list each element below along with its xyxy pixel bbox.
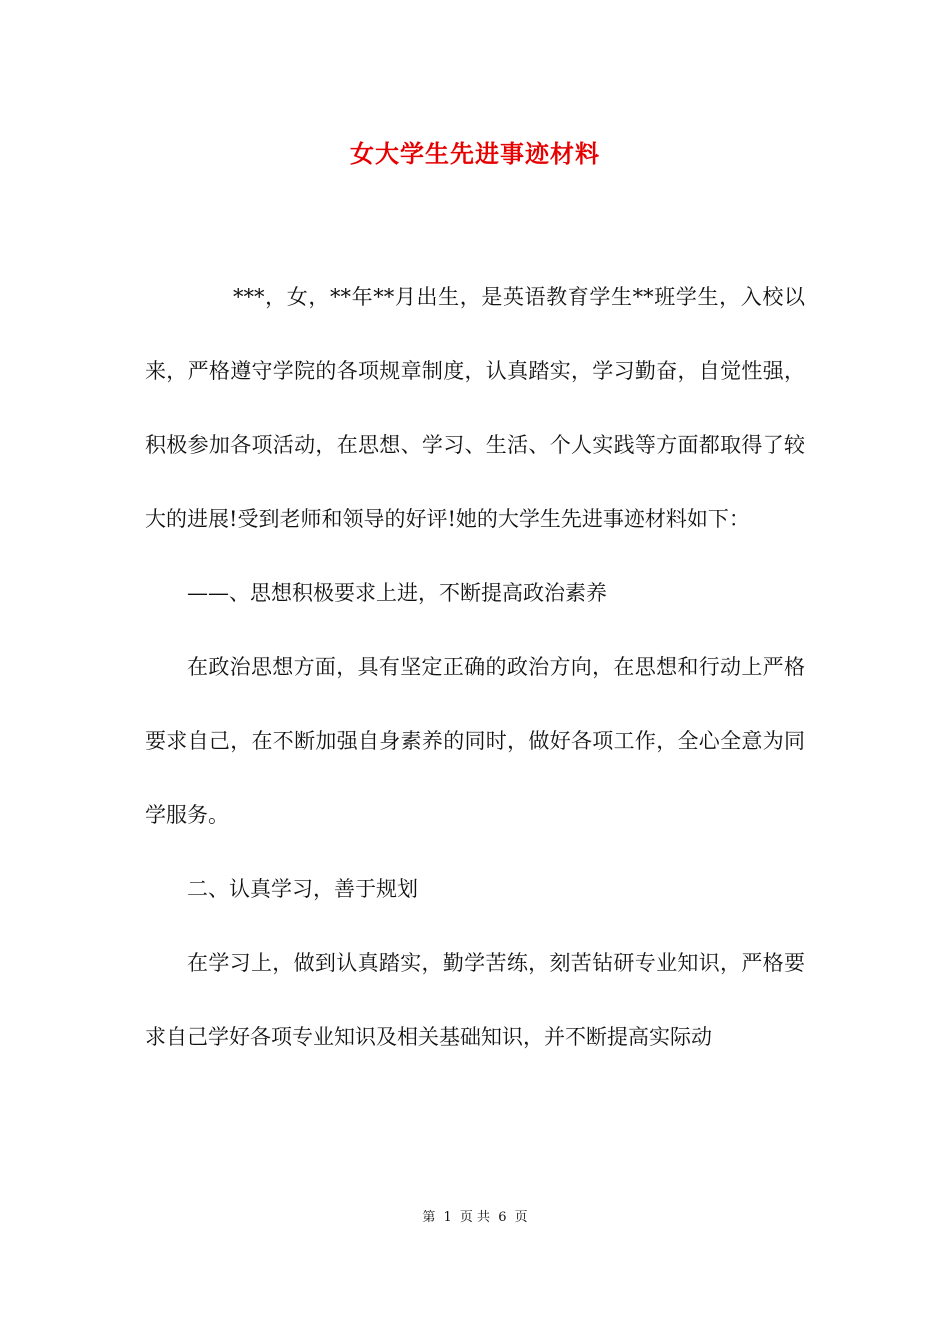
- page-total: 6: [498, 1210, 507, 1225]
- page-label-mid: 页 共: [459, 1210, 491, 1225]
- page-label-prefix: 第: [422, 1210, 436, 1225]
- section-paragraph-1: 在政治思想方面，具有坚定正确的政治方向，在思想和行动上严格要求自己，在不断加强自身素养的同时，做好各项工作，全心全意为同学服务。: [145, 655, 805, 827]
- document-title: 女大学生先进事迹材料: [350, 139, 600, 168]
- page-label-suffix: 页: [514, 1210, 528, 1225]
- page-number-footer: [0, 1208, 950, 1228]
- section-heading-1: ——、思想积极要求上进，不断提高政治素养: [187, 581, 607, 605]
- page-current: 1: [443, 1210, 452, 1225]
- document-body: [145, 260, 805, 1074]
- intro-paragraph: ***，女，**年**月出生，是英语教育学生**班学生，入校以来，严格遵守学院的各项规章制度，认真踏实，学习勤奋，自觉性强，积极参加各项活动，在思想、学习、生活、个人实践等方面都取得了较大的进展!受到老师和领导的好评!她的大学生先进事迹材料如下：: [145, 285, 805, 531]
- section-heading-2: 二、认真学习，善于规划: [187, 877, 418, 901]
- section-paragraph-2: 在学习上，做到认真踏实，勤学苦练，刻苦钻研专业知识，严格要求自己学好各项专业知识及相关基础知识，并不断提高实际动: [145, 951, 805, 1049]
